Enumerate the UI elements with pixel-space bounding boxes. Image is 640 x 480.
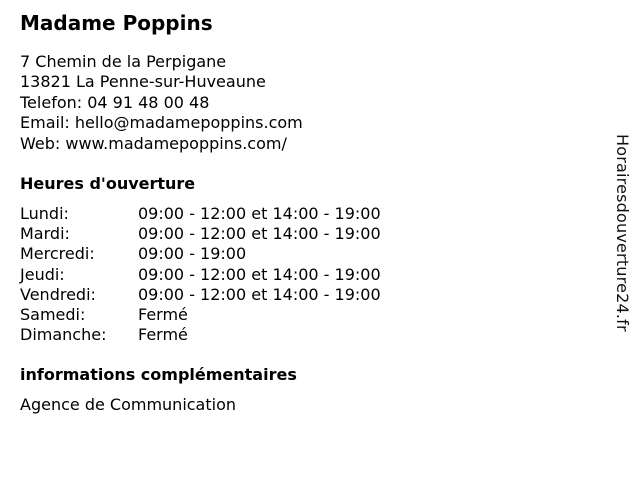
business-category: Agence de Communication [20, 395, 237, 415]
site-watermark: Horairesdouverture24.fr [613, 134, 632, 332]
day-label: Dimanche: [20, 325, 107, 345]
time-value: 09:00 - 12:00 et 14:00 - 19:00 [138, 204, 381, 224]
day-label: Samedi: [20, 305, 86, 325]
time-value: Fermé [138, 305, 188, 325]
time-value: 09:00 - 12:00 et 14:00 - 19:00 [138, 284, 381, 304]
day-label: Jeudi: [20, 264, 65, 284]
additional-info-heading: informations complémentaires [20, 365, 297, 385]
contact-block [20, 52, 590, 154]
day-label: Mercredi: [20, 244, 95, 264]
hours-row-friday [20, 285, 381, 305]
opening-hours-table [20, 204, 381, 345]
address-street: 7 Chemin de la Perpigane [20, 52, 227, 71]
hours-row-saturday [20, 305, 381, 325]
email-line: Email: hello@madamepoppins.com [20, 113, 303, 133]
business-name: Madame Poppins [20, 11, 213, 35]
hours-row-sunday [20, 325, 381, 345]
website-line: Web: www.madamepoppins.com/ [20, 133, 287, 153]
day-label: Mardi: [20, 224, 70, 244]
time-value: 09:00 - 12:00 et 14:00 - 19:00 [138, 264, 381, 284]
hours-row-monday [20, 204, 381, 224]
hours-row-wednesday [20, 244, 381, 264]
hours-row-thursday [20, 265, 381, 285]
time-value: 09:00 - 12:00 et 14:00 - 19:00 [138, 224, 381, 244]
opening-hours-heading: Heures d'ouverture [20, 174, 196, 194]
day-label: Vendredi: [20, 284, 96, 304]
business-card [20, 10, 590, 415]
time-value: Fermé [138, 325, 188, 345]
hours-row-tuesday [20, 224, 381, 244]
phone-line: Telefon: 04 91 48 00 48 [20, 92, 210, 112]
day-label: Lundi: [20, 204, 69, 224]
address-city: 13821 La Penne-sur-Huveaune [20, 72, 266, 92]
time-value: 09:00 - 19:00 [138, 244, 247, 264]
